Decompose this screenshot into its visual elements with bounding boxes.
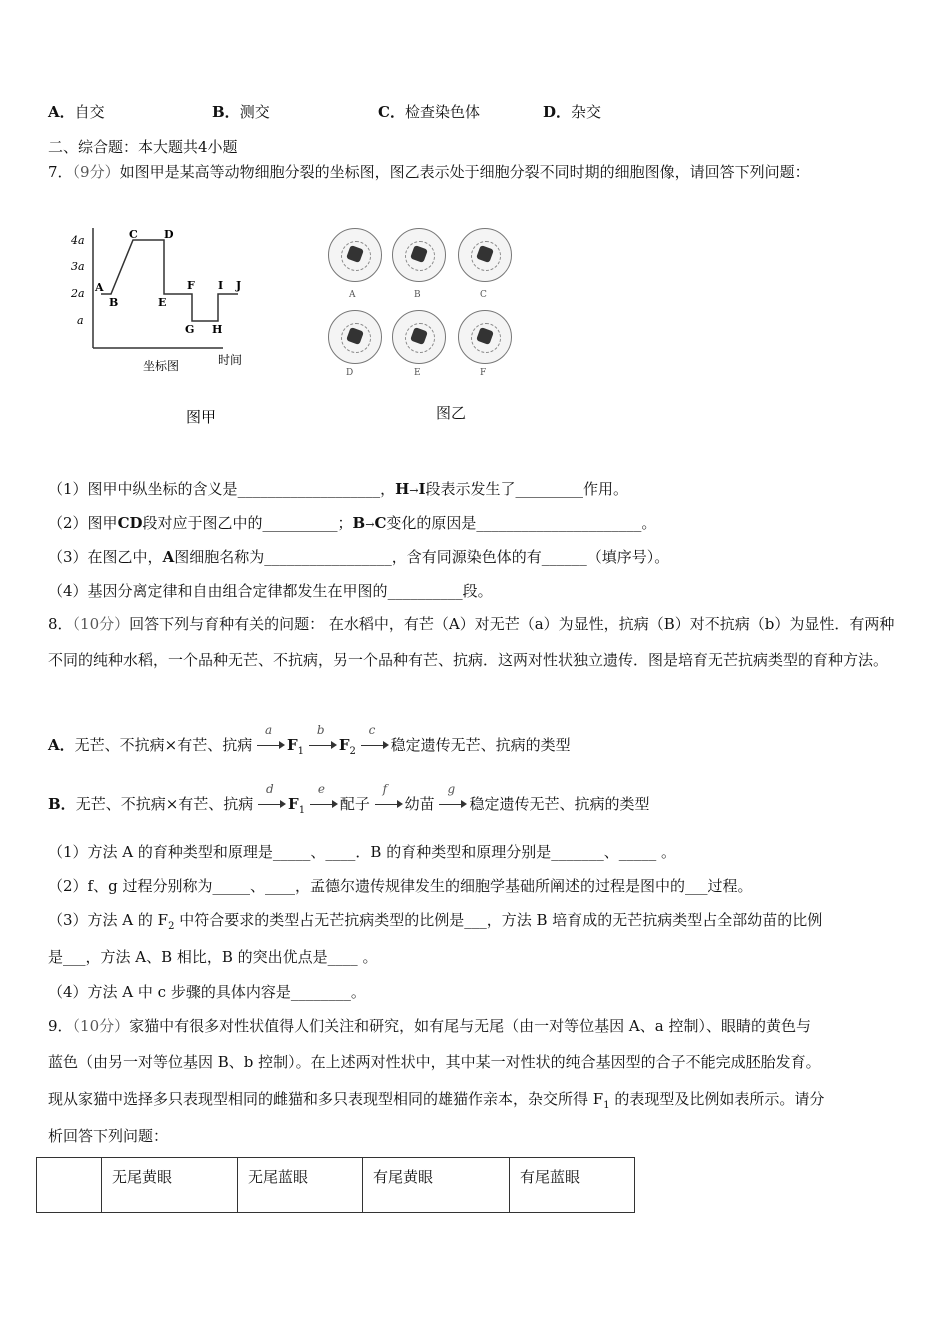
table-cell: 无尾黄眼 xyxy=(102,1158,238,1213)
point-f: F xyxy=(187,279,195,292)
table-cell: 有尾黄眼 xyxy=(363,1158,510,1213)
figure-jia-graph xyxy=(68,220,268,440)
q9-line4: 析回答下列问题： xyxy=(48,1127,169,1145)
option-c: C．检查染色体 xyxy=(378,103,480,121)
q8-method-a: A．无芒、不抗病×有芒、抗病 a $F_1$ b $F_2$ c 稳定遗传无芒、抗病的类型 xyxy=(48,723,571,757)
q8-sub3: （3）方法 A 的 $F_2$ 中符合要求的类型占无芒抗病类型的比例是___，方法 B 培育成的无芒抗病类型占全部幼苗的比例 xyxy=(48,911,823,932)
q7-sub1: （1）图甲中纵坐标的含义是___________________，H→I段表示发生了_________作用。 xyxy=(48,480,629,498)
q7-stem: 7．（9分）如图甲是某高等动物细胞分裂的坐标图，图乙表示处于细胞分裂不同时期的细胞图像，请回答下列问题： xyxy=(48,163,810,181)
point-i: I xyxy=(218,279,224,292)
option-a: A．自交 xyxy=(48,103,105,121)
point-c: C xyxy=(129,228,138,241)
arrow-a: a xyxy=(257,739,287,753)
table-header-row xyxy=(37,1158,635,1213)
point-e: E xyxy=(158,296,167,309)
section-heading: 二、综合题：本大题共4小题 xyxy=(48,138,238,156)
option-b: B．测交 xyxy=(212,103,270,121)
point-h: H xyxy=(212,323,223,336)
arrow-f: f xyxy=(375,798,405,812)
figure-jia-caption: 图甲 xyxy=(186,408,217,426)
q8-sub4: （4）方法 A 中 c 步骤的具体内容是________。 xyxy=(48,983,366,1001)
q8-sub2: （2）f、g 过程分别称为_____、____，孟德尔遗传规律发生的细胞学基础所阐述的过程是图中的___过程。 xyxy=(48,877,753,895)
cell-a xyxy=(328,228,382,282)
y-tick-2a: 2a xyxy=(71,287,85,300)
table-cell xyxy=(37,1158,102,1213)
q7-sub4: （4）基因分离定律和自由组合定律都发生在甲图的__________段。 xyxy=(48,582,493,600)
arrow-e: e xyxy=(310,798,340,812)
point-a: A xyxy=(95,281,104,294)
point-b: B xyxy=(109,296,119,309)
q9-line1: 9．（10分）家猫中有很多对性状值得人们关注和研究，如有尾与无尾（由一对等位基因 A、a 控制）、眼睛的黄色与 xyxy=(48,1017,811,1035)
q9-line3: 现从家猫中选择多只表现型相同的雌猫和多只表现型相同的雄猫作亲本，杂交所得 $F_1$ 的表现型及比例如表所示。请分 xyxy=(48,1090,825,1111)
figure-yi-caption: 图乙 xyxy=(436,404,467,422)
arrow-c: c xyxy=(361,739,391,753)
arrow-g: g xyxy=(439,798,469,812)
q8-intro: 8．（10分）回答下列与育种有关的问题： 在水稻中，有芒（A）对无芒（a）为显性，抗病（B）对不抗病（b）为显性．有两种不同的纯种水稻，一个品种无芒、不抗病，另一个品种有芒、抗病．这两对性状独立遗传．图是培育无芒抗病类型的育种方法。 xyxy=(48,615,895,669)
y-tick-3a: 3a xyxy=(71,260,85,273)
arrow-b: b xyxy=(309,739,339,753)
q8-sub1: （1）方法 A 的育种类型和原理是_____、____．B 的育种类型和原理分别是_______、_____ 。 xyxy=(48,843,676,861)
cell-d xyxy=(328,310,382,364)
table-cell: 有尾蓝眼 xyxy=(510,1158,635,1213)
q8-sub3-cont: 是___，方法 A、B 相比，B 的突出优点是____ 。 xyxy=(48,948,378,966)
y-tick-4a: 4a xyxy=(71,234,85,247)
q9-line2: 蓝色（由另一对等位基因 B、b 控制）。在上述两对性状中，其中某一对性状的纯合基因型的合子不能完成胚胎发育。 xyxy=(48,1053,821,1071)
point-j: J xyxy=(236,279,242,292)
x-label: 时间 xyxy=(218,353,243,367)
point-g: G xyxy=(185,323,195,336)
option-d: D．杂交 xyxy=(543,103,602,121)
q8-method-b: B．无芒、不抗病×有芒、抗病 d $F_1$ e 配子 f 幼苗 g 稳定遗传无芒、抗病的类型 xyxy=(48,782,650,816)
f1-table xyxy=(36,1157,635,1213)
cell-b xyxy=(392,228,446,282)
table-cell: 无尾蓝眼 xyxy=(238,1158,363,1213)
cell-e xyxy=(392,310,446,364)
q7-sub2: （2）图甲CD段对应于图乙中的__________；B→C变化的原因是______________________。 xyxy=(48,514,657,532)
figure-yi: A B C D E F 图乙 xyxy=(320,222,530,422)
inner-caption: 坐标图 xyxy=(143,359,180,373)
point-d: D xyxy=(164,228,174,241)
q7-sub3: （3）在图乙中，A图细胞名称为_________________，含有同源染色体的有______（填序号）。 xyxy=(48,548,670,566)
y-tick-a: a xyxy=(77,314,84,327)
cell-c xyxy=(458,228,512,282)
cell-f xyxy=(458,310,512,364)
arrow-d: d xyxy=(258,798,288,812)
